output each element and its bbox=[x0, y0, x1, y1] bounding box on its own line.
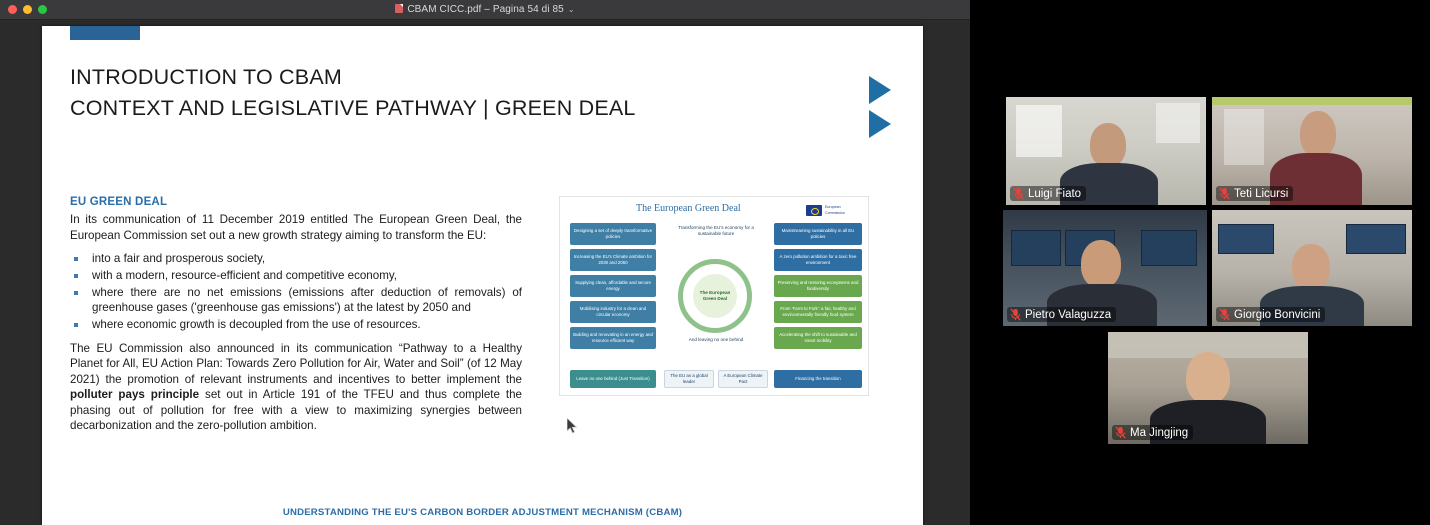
participant-name: Luigi Fiato bbox=[1028, 187, 1082, 200]
infographic-right-box: A zero pollution ambition for a toxic free environment bbox=[774, 249, 862, 271]
slide-title-line-2: CONTEXT AND LEGISLATIVE PATHWAY | GREEN DEAL bbox=[70, 96, 636, 120]
infographic-title: The European Green Deal bbox=[636, 203, 741, 214]
slide-corner-accent bbox=[70, 26, 140, 40]
european-commission-logo bbox=[806, 202, 862, 218]
tile-decor bbox=[1212, 97, 1412, 105]
paragraph-1: In its communication of 11 December 2019 entitled The European Green Deal, the European Commission set out a new growth strategy aiming to transform the EU: bbox=[70, 213, 522, 242]
infographic-footer-box: The EU as a global leader bbox=[664, 370, 714, 388]
video-tile-giorgio-bonvicini[interactable] bbox=[1212, 210, 1412, 326]
infographic-left-box: Designing a set of deeply transformative policies bbox=[570, 223, 656, 245]
tile-decor bbox=[1016, 105, 1062, 157]
participant-name-bar bbox=[1112, 425, 1193, 440]
participant-head bbox=[1186, 352, 1230, 404]
chevron-down-icon[interactable]: ⌄ bbox=[567, 4, 575, 14]
paragraph-2-part-2: set out in Article 191 of the TFEU and thus complete the phasing out of pollution for free with a view to maximizing synergies between decarbonization and the zero-pollution ambition. bbox=[70, 388, 522, 433]
participant-name-bar bbox=[1010, 186, 1086, 201]
microphone-muted-icon bbox=[1219, 308, 1230, 321]
paragraph-2 bbox=[70, 341, 522, 434]
logo-line-2: Commission bbox=[825, 211, 845, 215]
tile-decor bbox=[1011, 230, 1061, 266]
infographic-right-box: Preserving and restoring ecosystems and biodiversity bbox=[774, 275, 862, 297]
participant-name: Ma Jingjing bbox=[1130, 426, 1189, 439]
window-titlebar[interactable] bbox=[0, 0, 970, 20]
participant-head bbox=[1090, 123, 1126, 167]
infographic-left-box: Mobilising industry for a clean and circular economy bbox=[570, 301, 656, 323]
video-tile-teti-licursi[interactable] bbox=[1212, 97, 1412, 205]
list-item: where economic growth is decoupled from the use of resources. bbox=[70, 317, 522, 333]
microphone-muted-icon bbox=[1219, 187, 1230, 200]
video-gallery bbox=[970, 0, 1430, 525]
infographic-left-box: Building and renovating in an energy and resource efficient way bbox=[570, 327, 656, 349]
mouse-cursor-icon bbox=[567, 418, 579, 434]
chevron-right-icon bbox=[869, 76, 895, 140]
window-title bbox=[0, 0, 970, 20]
pdf-canvas[interactable] bbox=[0, 20, 970, 525]
microphone-muted-icon bbox=[1115, 426, 1126, 439]
tile-decor bbox=[1224, 109, 1264, 165]
tile-decor bbox=[1346, 224, 1406, 254]
microphone-muted-icon bbox=[1013, 187, 1024, 200]
logo-line-1: European bbox=[825, 205, 841, 210]
slide-body-text bbox=[70, 196, 522, 442]
infographic-right-box: From 'Farm to Fork': a fair, healthy and environmentally friendly food system bbox=[774, 301, 862, 323]
participant-name: Teti Licursi bbox=[1234, 187, 1289, 200]
pdf-page bbox=[42, 26, 923, 525]
participant-head bbox=[1300, 111, 1336, 157]
infographic-footer-box: A European Climate Pact bbox=[718, 370, 768, 388]
infographic-left-box: Increasing the EU's Climate ambition for 2030 and 2050 bbox=[570, 249, 656, 271]
participant-name-bar bbox=[1216, 307, 1325, 322]
participant-name: Pietro Valaguzza bbox=[1025, 308, 1112, 321]
infographic-footer-box: Financing the transition bbox=[774, 370, 862, 388]
slide-title bbox=[70, 62, 710, 124]
infographic-footer-box: Leave no one behind (Just Transition) bbox=[570, 370, 656, 388]
participant-name: Giorgio Bonvicini bbox=[1234, 308, 1321, 321]
green-deal-infographic bbox=[559, 196, 869, 396]
tile-decor bbox=[1156, 103, 1200, 143]
infographic-center-label: The European Green Deal bbox=[693, 274, 737, 318]
infographic-right-box: Mainstreaming sustainability in all EU policies bbox=[774, 223, 862, 245]
paragraph-2-emphasis: polluter pays principle bbox=[70, 388, 200, 402]
participant-name-bar bbox=[1216, 186, 1293, 201]
section-heading: EU GREEN DEAL bbox=[70, 196, 168, 208]
list-item: where there are no net emissions (emissions after deduction of removals) of greenhouse gases ('greenhouse gas emissions') at the latest by 2050 and bbox=[70, 285, 522, 317]
slide-footer: UNDERSTANDING THE EU'S CARBON BORDER ADJUSTMENT MECHANISM (CBAM) bbox=[282, 507, 683, 518]
tile-decor bbox=[1141, 230, 1197, 266]
microphone-muted-icon bbox=[1010, 308, 1021, 321]
window-title-text: CBAM CICC.pdf – Pagina 54 di 85 bbox=[407, 3, 564, 15]
infographic-bottom-label: And leaving no one behind bbox=[688, 337, 744, 342]
video-tile-pietro-valaguzza[interactable] bbox=[1003, 210, 1207, 326]
participant-name-bar bbox=[1007, 307, 1116, 322]
participant-head bbox=[1081, 240, 1121, 288]
pdf-file-icon bbox=[395, 4, 403, 13]
participant-head bbox=[1292, 244, 1330, 290]
video-tile-ma-jingjing[interactable] bbox=[1108, 332, 1308, 444]
infographic-top-label: Transforming the EU's economy for a sustainable future bbox=[678, 225, 754, 236]
list-item: with a modern, resource-efficient and competitive economy, bbox=[70, 268, 522, 284]
tile-decor bbox=[1218, 224, 1274, 254]
eu-flag-icon bbox=[806, 205, 822, 216]
bullet-list bbox=[70, 251, 522, 333]
paragraph-2-part-1: The EU Commission also announced in its communication “Pathway to a Healthy Planet for All, EU Action Plan: Towards Zero Pollution for Air, Water and Soil” (of 12 May 2021) the promotion of relevant instruments and incentives to better implement the bbox=[70, 341, 522, 386]
infographic-left-box: Supplying clean, affordable and secure energy bbox=[570, 275, 656, 297]
list-item: into a fair and prosperous society, bbox=[70, 251, 522, 267]
infographic-right-box: Accelerating the shift to sustainable and smart mobility bbox=[774, 327, 862, 349]
video-tile-luigi-fiato[interactable] bbox=[1006, 97, 1206, 205]
slide-title-line-1: INTRODUCTION TO CBAM bbox=[70, 65, 342, 89]
